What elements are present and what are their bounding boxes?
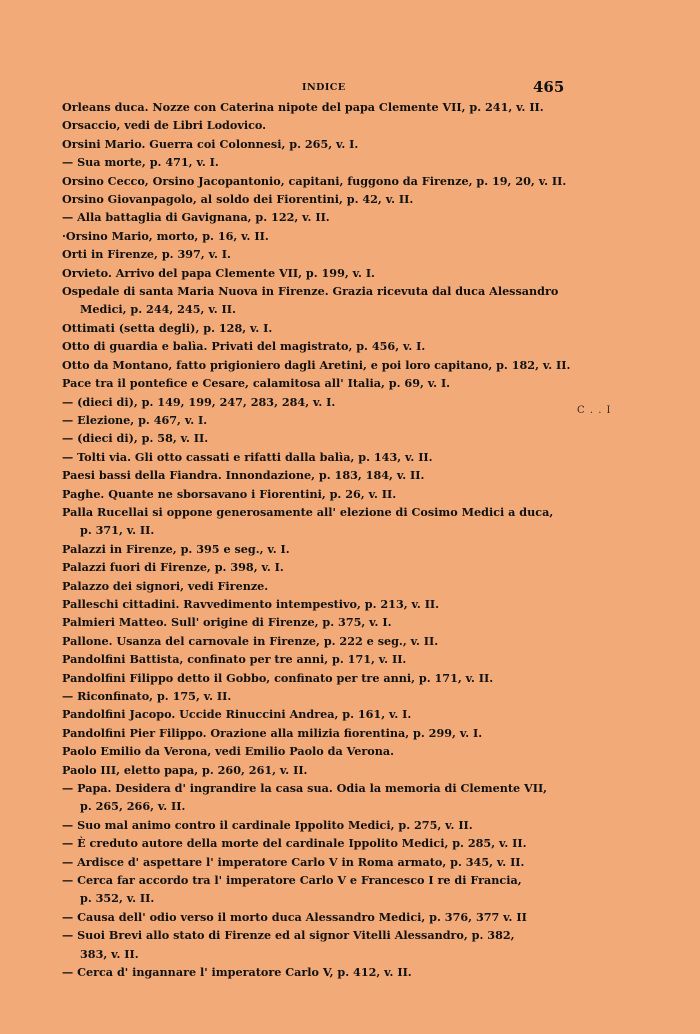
- entry-line: Pace tra il pontefice e Cesare, calamitosa all' Italia, p. 69, v. I.: [62, 376, 451, 391]
- entry-line: ·Orsino Mario, morto, p. 16, v. II.: [62, 228, 269, 243]
- entry-line: Pandolfini Pier Filippo. Orazione alla milizia fiorentina, p. 299, v. I.: [62, 725, 483, 740]
- entry-line: Palmieri Matteo. Sull' origine di Firenze, p. 375, v. I.: [62, 615, 392, 630]
- entry-line: Palazzi in Firenze, p. 395 e seg., v. I.: [62, 541, 290, 556]
- entry-continuation-line: p. 265, 266, v. II.: [80, 799, 186, 814]
- entry-line: Paesi bassi della Fiandra. Innondazione, p. 183, 184, v. II.: [62, 468, 425, 483]
- index-entry: [0, 724, 600, 742]
- entry-line: Paolo III, eletto papa, p. 260, 261, v. II.: [62, 762, 308, 777]
- entry-line: Palazzi fuori di Firenze, p. 398, v. I.: [62, 560, 284, 575]
- index-subentry: [0, 853, 600, 871]
- index-entry: [0, 761, 600, 779]
- index-entry: [0, 356, 600, 374]
- index-subentry: [0, 411, 600, 429]
- entry-line: Orsino Giovanpagolo, al soldo dei Fiorentini, p. 42, v. II.: [62, 192, 414, 207]
- entry-line: — (dieci di), p. 149, 199, 247, 283, 284, v. I.: [62, 394, 336, 409]
- index-entry: [0, 172, 600, 190]
- entry-line: Otto di guardia e balìa. Privati del magistrato, p. 456, v. I.: [62, 339, 426, 354]
- index-entry: [0, 190, 600, 208]
- index-entry: [0, 577, 600, 595]
- entry-line: — Papa. Desidera d' ingrandire la casa sua. Odia la memoria di Clemente VII,: [62, 781, 548, 796]
- entry-line: Ospedale di santa Maria Nuova in Firenze. Grazia ricevuta dal duca Alessandro: [62, 284, 559, 299]
- entry-line: — Ardisce d' aspettare l' imperatore Carlo V in Roma armato, p. 345, v. II.: [62, 854, 525, 869]
- index-subentry: [0, 429, 600, 447]
- entry-line: Pallone. Usanza del carnovale in Firenze, p. 222 e seg., v. II.: [62, 633, 439, 648]
- index-subentry: [0, 963, 600, 981]
- entry-continuation-line: p. 371, v. II.: [80, 523, 155, 538]
- entry-line: Paolo Emilio da Verona, vedi Emilio Paolo da Verona.: [62, 744, 395, 759]
- index-entry: [0, 669, 600, 687]
- running-head-title: INDICE: [302, 82, 346, 93]
- entry-line: Paghe. Quante ne sborsavano i Fiorentini, p. 26, v. II.: [62, 486, 397, 501]
- entry-line: Palla Rucellai si oppone generosamente all' elezione di Cosimo Medici a duca,: [62, 504, 554, 519]
- entry-line: Palleschi cittadini. Ravvedimento intempestivo, p. 213, v. II.: [62, 596, 440, 611]
- entry-line: — Cerca d' ingannare l' imperatore Carlo V, p. 412, v. II.: [62, 965, 412, 980]
- index-subentry: [0, 816, 600, 834]
- entry-line: Orsino Cecco, Orsino Jacopantonio, capitani, fuggono da Firenze, p. 19, 20, v. II.: [62, 173, 567, 188]
- index-entry: [0, 595, 600, 613]
- index-subentry: [0, 871, 600, 908]
- index-entry: [0, 337, 600, 355]
- entry-line: Pandolfini Battista, confinato per tre anni, p. 171, v. II.: [62, 652, 407, 667]
- index-entries: [0, 98, 700, 982]
- page-number: 465: [533, 78, 565, 96]
- index-subentry: [0, 926, 600, 963]
- index-entry: [0, 282, 600, 319]
- entry-line: Otto da Montano, fatto prigioniero dagli Aretini, e poi loro capitano, p. 182, v. II.: [62, 357, 571, 372]
- index-entry: [0, 466, 600, 484]
- index-entry: [0, 742, 600, 760]
- entry-continuation-line: p. 352, v. II.: [80, 891, 155, 906]
- index-subentry: [0, 153, 600, 171]
- entry-line: — Causa dell' odio verso il morto duca Alessandro Medici, p. 376, 377 v. II: [62, 909, 527, 924]
- entry-line: — Elezione, p. 467, v. I.: [62, 412, 208, 427]
- index-entry: [0, 264, 600, 282]
- index-entry: [0, 705, 600, 723]
- index-entry: [0, 613, 600, 631]
- entry-line: — Suo mal animo contro il cardinale Ippolito Medici, p. 275, v. II.: [62, 817, 473, 832]
- entry-line: Orvieto. Arrivo del papa Clemente VII, p. 199, v. I.: [62, 265, 375, 280]
- index-entry: [0, 98, 600, 116]
- index-entry: [0, 558, 600, 576]
- index-entry: [0, 245, 600, 263]
- margin-marks: C . . I: [577, 405, 612, 416]
- entry-line: Pandolfini Filippo detto il Gobbo, confinato per tre anni, p. 171, v. II.: [62, 670, 494, 685]
- index-entry: [0, 503, 600, 540]
- entry-continuation-line: 383, v. II.: [80, 946, 139, 961]
- index-subentry: [0, 834, 600, 852]
- index-entry: [0, 135, 600, 153]
- index-subentry: [0, 393, 600, 411]
- index-subentry: [0, 779, 600, 816]
- index-entry: [0, 540, 600, 558]
- entry-line: — È creduto autore della morte del cardinale Ippolito Medici, p. 285, v. II.: [62, 836, 527, 851]
- entry-line: — Sua morte, p. 471, v. I.: [62, 155, 219, 170]
- entry-line: Orti in Firenze, p. 397, v. I.: [62, 247, 231, 262]
- index-subentry: [0, 687, 600, 705]
- entry-line: Pandolfini Jacopo. Uccide Rinuccini Andrea, p. 161, v. I.: [62, 707, 412, 722]
- entry-line: Orsaccio, vedi de Libri Lodovico.: [62, 118, 267, 133]
- entry-line: Palazzo dei signori, vedi Firenze.: [62, 578, 269, 593]
- running-head: [0, 78, 700, 98]
- entry-line: — (dieci di), p. 58, v. II.: [62, 431, 209, 446]
- entry-line: — Suoi Brevi allo stato di Firenze ed al signor Vitelli Alessandro, p. 382,: [62, 928, 515, 943]
- entry-line: — Tolti via. Gli otto cassati e rifatti dalla balìa, p. 143, v. II.: [62, 449, 433, 464]
- entry-line: Orleans duca. Nozze con Caterina nipote del papa Clemente VII, p. 241, v. II.: [62, 100, 544, 114]
- entry-line: — Riconfinato, p. 175, v. II.: [62, 689, 232, 703]
- entry-line: — Alla battaglia di Gavignana, p. 122, v. II.: [62, 210, 330, 225]
- index-entry: [0, 374, 600, 392]
- index-entry: [0, 227, 600, 245]
- entry-line: Orsini Mario. Guerra coi Colonnesi, p. 265, v. I.: [62, 136, 359, 151]
- index-entry: [0, 650, 600, 668]
- index-entry: [0, 319, 600, 337]
- index-subentry: [0, 908, 600, 926]
- index-entry: [0, 485, 600, 503]
- entry-line: — Cerca far accordo tra l' imperatore Carlo V e Francesco I re di Francia,: [62, 873, 522, 888]
- index-subentry: [0, 448, 600, 466]
- index-entry: [0, 632, 600, 650]
- entry-line: Ottimati (setta degli), p. 128, v. I.: [62, 320, 273, 335]
- index-entry: [0, 116, 600, 134]
- index-subentry: [0, 208, 600, 226]
- entry-continuation-line: Medici, p. 244, 245, v. II.: [80, 302, 236, 317]
